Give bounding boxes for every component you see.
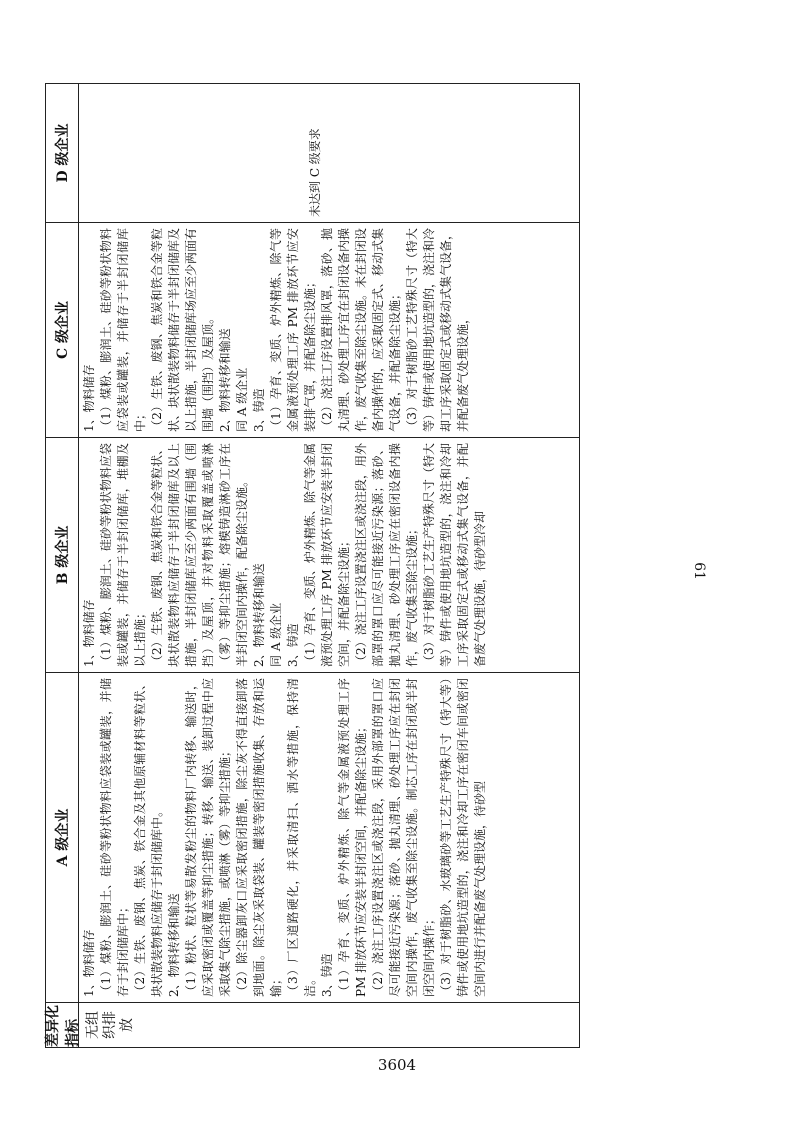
d-level-cell — [79, 84, 579, 222]
header-c-level: C 级企业 — [46, 223, 79, 437]
b-line: （1）煤粉、膨润土、硅砂等粉状物料应袋装或罐装，并储存于半封闭储库，堆棚及以上措施； — [99, 443, 147, 667]
differentiation-table — [45, 83, 580, 1048]
a-line: 1、物料储存 — [82, 929, 96, 997]
side-page-number: 61 — [690, 562, 707, 580]
a-level-cell — [79, 673, 579, 1002]
b-line: 1、物料储存 — [82, 599, 96, 667]
a-line: 3、铸造 — [320, 953, 334, 997]
a-line: （1）粉状、粒状等易散发粉尘的物料厂内转移、输送时，应采取密闭或覆盖等抑尘措施；转移、输送、装卸过程中应采取集气除尘措施，或喷淋（雾）等抑尘措施； — [184, 678, 232, 997]
a-line: （2）生铁、废钢、焦炭、铁合金及其他原辅材料等粒状、块状散装物料应储存于封闭储库中。 — [133, 678, 164, 997]
b-line: 2、物料转移和输送 — [252, 563, 266, 667]
c-line: 1、物料储存 — [82, 364, 96, 432]
c-line: 3、铸造 — [252, 388, 266, 432]
b-level-cell — [79, 438, 579, 672]
indicator-cell: 无组织排放 — [85, 1011, 135, 1039]
d-level-column — [46, 84, 579, 223]
d-level-text: 未达到 C 级要求 — [308, 128, 322, 217]
b-line: 3、铸造 — [286, 623, 300, 667]
c-level-column — [46, 223, 579, 438]
b-line: 同 A 级企业 — [269, 602, 283, 667]
c-line: （2）浇注工序设置排风罩，落砂、抛丸清理、砂处理工序宜在封闭设备内操作，废气收集至除尘设施。未在封闭设备内操作的，应采取固定式、移动式集气设备，并配备除尘设施； — [320, 227, 402, 432]
a-line: （1）煤粉、膨润土、硅砂等粉状物料应袋装或罐装，并储存于封闭储库中； — [99, 678, 130, 997]
b-line: （3）对于树脂砂工艺生产特殊尺寸（特大等）铸件或使用地坑造型的，浇注和冷却工序采取固定式或移动式集气设备，并配备废气处理设施，待砂型冷却 — [422, 443, 487, 667]
header-a-level: A 级企业 — [46, 673, 79, 1002]
header-b-level: B 级企业 — [46, 438, 79, 672]
c-line: （2）生铁、废钢、焦炭和铁合金等粒状、块状散装物料储存于半封闭储库及以上措施，半封闭储库场应至少两面有围墙（围挡）及屋顶。 — [150, 227, 215, 432]
a-level-column — [46, 673, 579, 1003]
a-line: （3）对于树脂砂、水玻璃砂等工艺生产特殊尺寸（特大等）铸件或使用地坑造型的，浇注和冷却工序在密闭车间或密闭空间内进行并配备废气处理设施，待砂型 — [439, 678, 487, 997]
c-line: （1）煤粉、膨润土、硅砂等粉状物料应袋装或罐装，并储存于半封闭储库中； — [99, 228, 147, 432]
a-line: （2）浇注工序设置浇注区或浇注段，采用外部罩的罩口应尽可能接近污染源；落砂、抛丸清理、砂处理工序应在封闭空间内操作，废气收集至除尘设施。制芯工序在封闭或半封闭空间内操作； — [371, 678, 436, 997]
header-d-level: D 级企业 — [46, 84, 79, 222]
header-indicator: 差异化指标 — [45, 1005, 81, 1047]
bottom-page-number: 3604 — [377, 1056, 417, 1074]
c-line: 2、物料转移和输送 — [218, 328, 232, 432]
c-line: （1）孕育、变质、炉外精炼、除气等金属液预处理工序 PM 排放环节应安装排气罩，并配备除尘设施； — [269, 228, 317, 432]
b-line: （2）浇注工序设置浇注区或浇注段，用外部罩的罩口应尽可能接近污染源；落砂、抛丸清理、砂处理工序应在密闭设备内操作，废气收集至除尘设施； — [354, 443, 419, 667]
c-line: （3）对于树脂砂工艺特殊尺寸（特大等）铸件或使用地坑造型的，浇注和冷却工序采取固定式或移动式集气设备，并配备废气处理设施， — [405, 227, 470, 432]
a-line: （3）厂区道路硬化，并采取清扫、洒水等措施，保持清洁。 — [286, 678, 317, 997]
b-line: （2）生铁、废钢、焦炭和铁合金等粒状、块状散装物料应储存于半封闭储库及以上措施，半封闭储库应至少两面有围墙（围挡）及屋顶，并对物料采取覆盖或喷淋（雾）等抑尘措施；熔模铸造淋砂工序在半封闭空间内操作，配备除尘设施。 — [150, 443, 249, 667]
a-line: （2）除尘器卸灰口应采取密闭措施，除尘灰不得直接卸落到地面。除尘灰采取袋装、罐装等密闭措施收集、存放和运输； — [235, 678, 283, 997]
a-line: （1）孕育、变质、炉外精炼、除气等金属液预处理工序 PM 排放环节应安装半封闭空间，并配备除尘设施； — [337, 678, 368, 997]
b-level-column — [46, 438, 579, 673]
a-line: 2、物料转移和输送 — [167, 893, 181, 997]
c-level-cell — [79, 223, 579, 437]
c-line: 同 A 级企业 — [235, 367, 249, 432]
b-line: （1）孕育、变质、炉外精炼、除气等金属液预处理工序 PM 排放环节应安装半封闭空间，并配备除尘设施； — [303, 443, 351, 667]
indicator-column — [46, 1003, 579, 1047]
